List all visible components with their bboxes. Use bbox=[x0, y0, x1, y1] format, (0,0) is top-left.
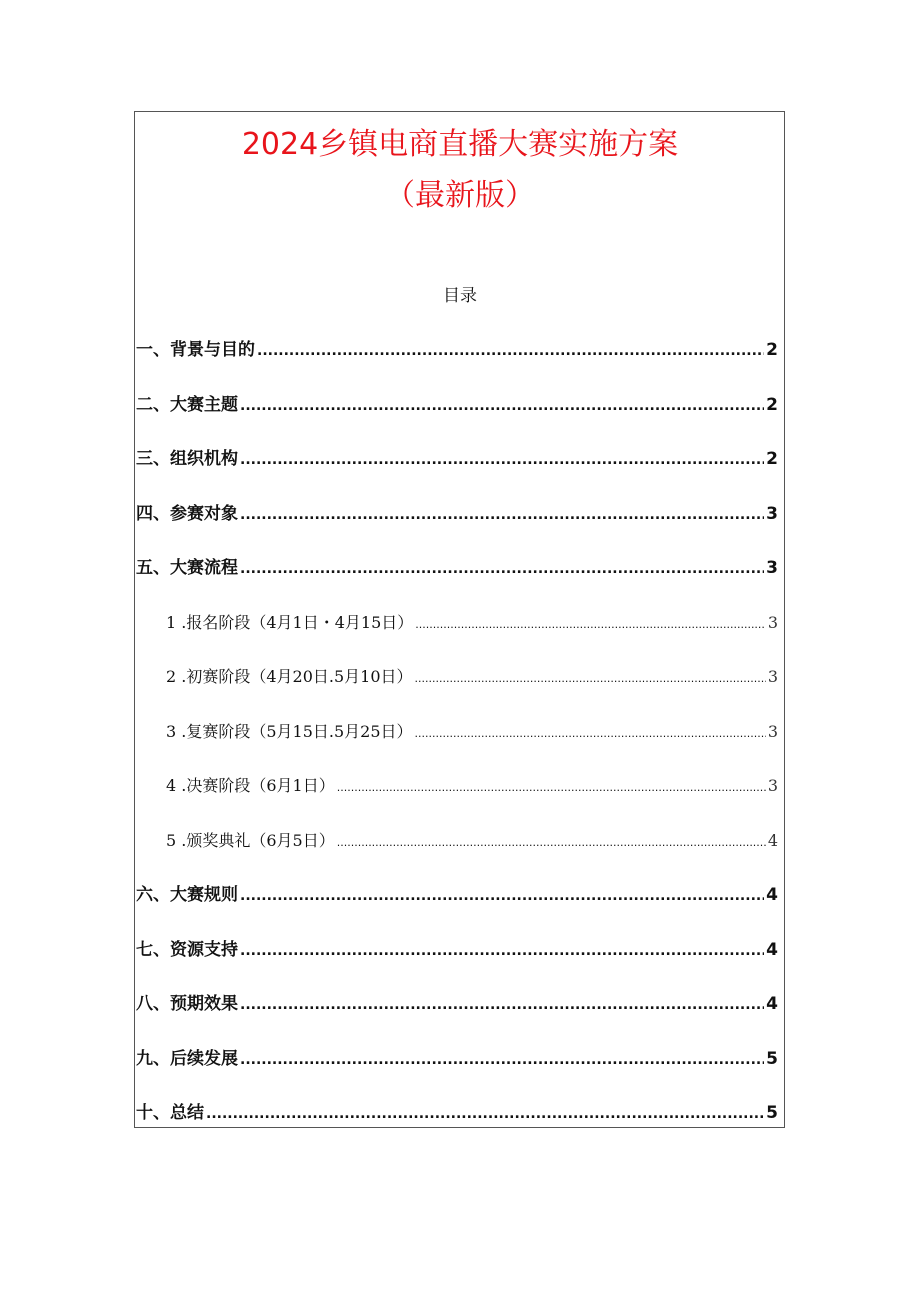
toc-entry-label: 1 .报名阶段（4月1日・4月15日） bbox=[166, 613, 414, 632]
dot-leader bbox=[240, 557, 764, 581]
dot-leader bbox=[337, 776, 766, 800]
toc-entry[interactable] bbox=[136, 502, 778, 526]
toc-entry[interactable] bbox=[136, 992, 778, 1016]
toc-entry-page: 3 bbox=[766, 504, 778, 524]
toc-entry[interactable] bbox=[136, 447, 778, 471]
dot-leader bbox=[240, 993, 764, 1017]
toc-entry-label: 五、大赛流程 bbox=[136, 558, 238, 578]
toc-entry-page: 2 bbox=[766, 340, 778, 360]
toc-entry-label: 十、总结 bbox=[136, 1103, 204, 1123]
toc-entry-label: 3 .复赛阶段（5月15日.5月25日） bbox=[166, 722, 413, 741]
toc-entry[interactable] bbox=[136, 393, 778, 417]
toc-entry-page: 4 bbox=[766, 994, 778, 1014]
document-title: 2024乡镇电商直播大赛实施方案 bbox=[241, 127, 679, 162]
dot-leader bbox=[240, 884, 764, 908]
toc-entry-page: 2 bbox=[766, 449, 778, 469]
toc-heading: 目录 bbox=[443, 286, 477, 306]
toc-entry-page: 4 bbox=[766, 940, 778, 960]
toc-entry-label: 八、预期效果 bbox=[136, 994, 238, 1014]
toc-entry-label: 四、参赛对象 bbox=[136, 504, 238, 524]
toc-entry[interactable] bbox=[136, 1101, 778, 1125]
toc-subentry[interactable] bbox=[166, 665, 778, 689]
toc-entry-page: 3 bbox=[766, 558, 778, 578]
toc-entry-page: 4 bbox=[767, 831, 778, 850]
toc-subentry[interactable] bbox=[166, 774, 778, 798]
toc-entry-page: 3 bbox=[767, 722, 778, 741]
document-subtitle: （最新版） bbox=[385, 178, 535, 213]
toc-entry-page: 3 bbox=[767, 613, 778, 632]
table-of-contents bbox=[136, 0, 778, 1301]
dot-leader bbox=[415, 613, 766, 637]
toc-entry-page: 3 bbox=[767, 667, 778, 686]
toc-entry-page: 5 bbox=[766, 1103, 778, 1123]
toc-entry-page: 5 bbox=[766, 1049, 778, 1069]
toc-entry-page: 4 bbox=[766, 885, 778, 905]
dot-leader bbox=[240, 394, 764, 418]
toc-entry[interactable] bbox=[136, 883, 778, 907]
dot-leader bbox=[337, 831, 766, 855]
toc-entry-label: 三、组织机构 bbox=[136, 449, 238, 469]
toc-entry-label: 5 .颁奖典礼（6月5日） bbox=[166, 831, 335, 850]
dot-leader bbox=[240, 503, 764, 527]
toc-entry-page: 3 bbox=[767, 776, 778, 795]
toc-entry[interactable] bbox=[136, 938, 778, 962]
dot-leader bbox=[415, 667, 766, 691]
toc-entry-label: 九、后续发展 bbox=[136, 1049, 238, 1069]
toc-entry-label: 2 .初赛阶段（4月20日.5月10日） bbox=[166, 667, 413, 686]
toc-entry-label: 七、资源支持 bbox=[136, 940, 238, 960]
dot-leader bbox=[257, 339, 764, 363]
toc-entry-label: 一、背景与目的 bbox=[136, 340, 255, 360]
toc-entry-page: 2 bbox=[766, 395, 778, 415]
toc-entry[interactable] bbox=[136, 1047, 778, 1071]
toc-subentry[interactable] bbox=[166, 720, 778, 744]
dot-leader bbox=[415, 722, 766, 746]
dot-leader bbox=[206, 1102, 764, 1126]
toc-entry[interactable] bbox=[136, 338, 778, 362]
toc-entry-label: 二、大赛主题 bbox=[136, 395, 238, 415]
toc-subentry[interactable] bbox=[166, 611, 778, 635]
dot-leader bbox=[240, 1048, 764, 1072]
toc-entry-label: 六、大赛规则 bbox=[136, 885, 238, 905]
dot-leader bbox=[240, 939, 764, 963]
toc-entry-label: 4 .决赛阶段（6月1日） bbox=[166, 776, 335, 795]
dot-leader bbox=[240, 448, 764, 472]
toc-subentry[interactable] bbox=[166, 829, 778, 853]
toc-entry[interactable] bbox=[136, 556, 778, 580]
